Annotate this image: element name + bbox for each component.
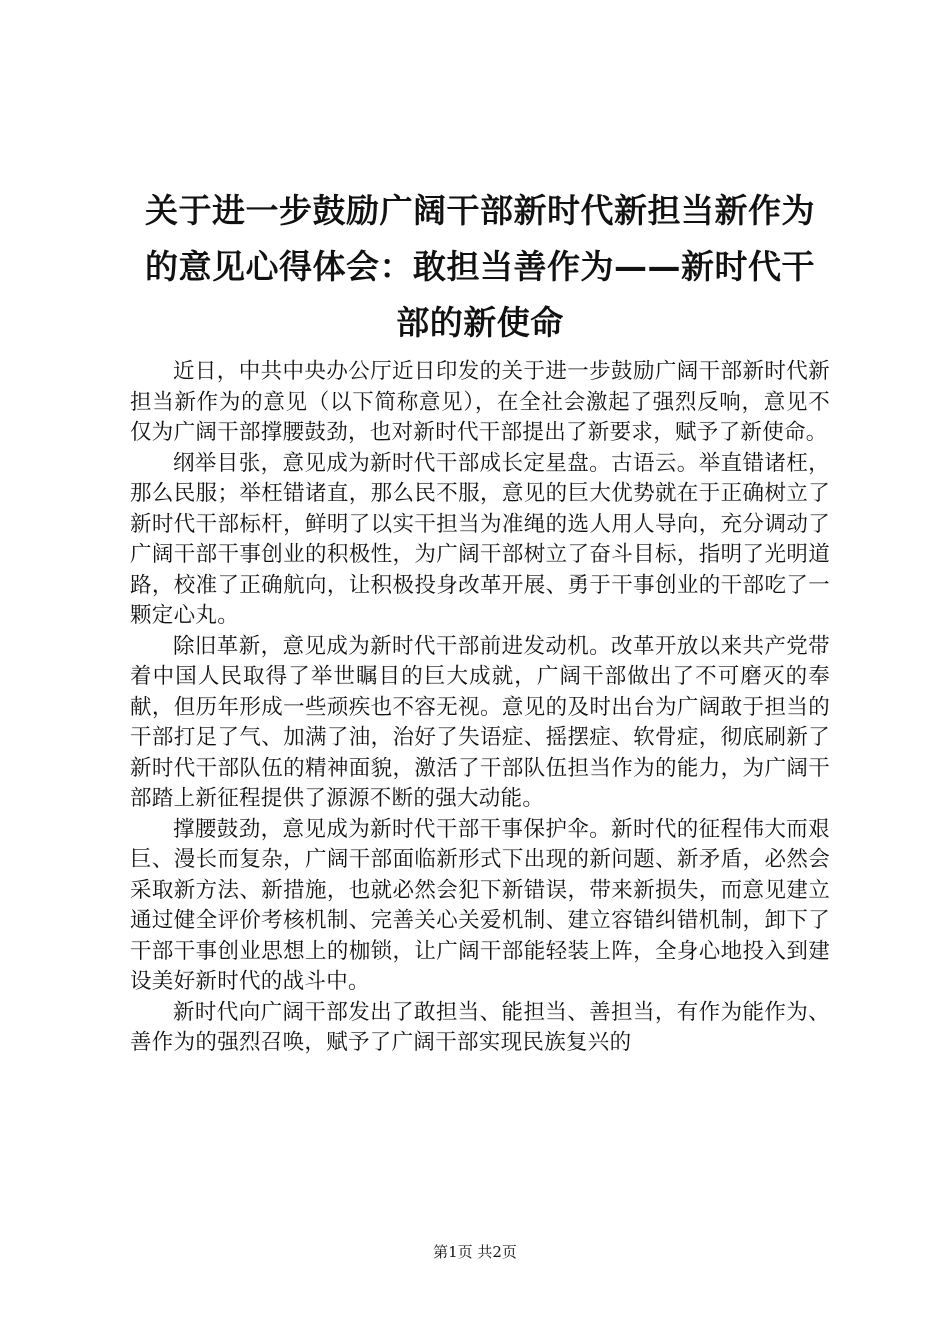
paragraph-4: 撑腰鼓劲，意见成为新时代干部干事保护伞。新时代的征程伟大而艰巨、漫长而复杂，广阔干部面临新形式下出现的新问题、新矛盾，必然会采取新方法、新措施，也就必然会犯下新错误，带来新损失，而意见建立通过健全评价考核机制、完善关心关爱机制、建立容错纠错机制，卸下了干部干事创业思想上的枷锁，让广阔干部能轻装上阵，全身心地投入到建设美好新时代的战斗中。 <box>130 816 830 994</box>
page-number-footer: 第1页 共2页 <box>433 1243 517 1261</box>
paragraph-1: 近日，中共中央办公厅近日印发的关于进一步鼓励广阔干部新时代新担当新作为的意见（以下简称意见），在全社会激起了强烈反响，意见不仅为广阔干部撑腰鼓劲，也对新时代干部提出了新要求，赋予了新使命。 <box>130 359 830 445</box>
paragraph-2: 纲举目张，意见成为新时代干部成长定星盘。古语云。举直错诸枉，那么民服；举枉错诸直，那么民不服，意见的巨大优势就在于正确树立了新时代干部标杆，鲜明了以实干担当为准绳的选人用人导向，充分调动了广阔干部干事创业的积极性，为广阔干部树立了奋斗目标，指明了光明道路，校准了正确航向，让积极投身改革开展、勇于干事创业的干部吃了一颗定心丸。 <box>130 450 830 628</box>
document-body <box>130 357 830 1059</box>
paragraph-3: 除旧革新，意见成为新时代干部前进发动机。改革开放以来共产党带着中国人民取得了举世瞩目的巨大成就，广阔干部做出了不可磨灭的奉献，但历年形成一些顽疾也不容无视。意见的及时出台为广阔敢于担当的干部打足了气、加满了油，治好了失语症、摇摆症、软骨症，彻底刷新了新时代干部队伍的精神面貌，激活了干部队伍担当作为的能力，为广阔干部踏上新征程提供了源源不断的强大动能。 <box>130 633 830 811</box>
document-title: 关于进一步鼓励广阔干部新时代新担当新作为的意见心得体会：敢担当善作为——新时代干部的新使命 <box>145 191 815 342</box>
paragraph-5: 新时代向广阔干部发出了敢担当、能担当、善担当，有作为能作为、善作为的强烈召唤，赋予了广阔干部实现民族复兴的 <box>130 999 830 1055</box>
